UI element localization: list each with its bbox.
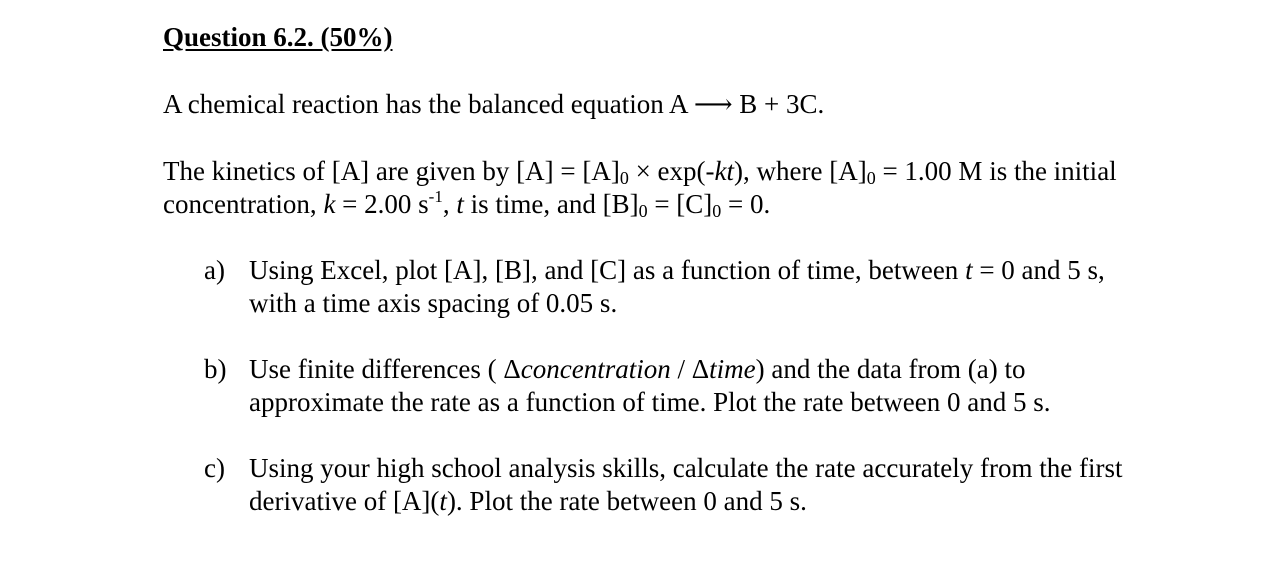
subscript-zero: 0 bbox=[638, 201, 648, 221]
var-k: k bbox=[323, 189, 336, 219]
reaction-equation-paragraph bbox=[163, 88, 824, 121]
var-t: t bbox=[439, 486, 447, 516]
delta-symbol: Δ bbox=[691, 354, 710, 384]
var-k: k bbox=[714, 156, 727, 186]
question-title: Question 6.2. (50%) bbox=[163, 22, 393, 52]
subscript-zero: 0 bbox=[712, 201, 722, 221]
subscript-zero: 0 bbox=[619, 168, 629, 188]
item-label-c: c) bbox=[204, 453, 225, 483]
var-t: t bbox=[965, 255, 973, 285]
reaction-arrow: ⟶ bbox=[693, 89, 733, 119]
var-t: t bbox=[726, 156, 735, 186]
equation-suffix: B + 3C. bbox=[732, 89, 825, 119]
equation-prefix: A chemical reaction has the balanced equation A bbox=[163, 89, 694, 119]
var-t: t bbox=[456, 189, 464, 219]
delta-symbol: Δ bbox=[503, 354, 521, 384]
item-text-a: Using Excel, plot [A], [B], and [C] as a function of time, between t = 0 and 5 s, with a time axis spacing of 0.05 s. bbox=[249, 255, 1105, 318]
kinetics-line-2: concentration, k = 2.00 $s^{-1}$, t is time, and $[B]_0 = [C]_0 = 0$. bbox=[163, 187, 771, 221]
subscript-zero: 0 bbox=[866, 168, 876, 188]
item-text-b: Use finite differences ( Δconcentration / Δtime) and the data from (a) to approximate the rate as a function of time. Plot the rate between 0 and 5 s. bbox=[249, 354, 1051, 417]
kinetics-line-1: The kinetics of [A] are given by $[A] = [A]_0 \times \exp(-kt)$, where $[A]_0 = 1.00$ M is the initial bbox=[163, 156, 1117, 188]
item-text-c: Using your high school analysis skills, calculate the rate accurately from the first derivative of [A](t). Plot the rate between 0 and 5 s. bbox=[249, 453, 1123, 516]
item-label-a: a) bbox=[204, 255, 225, 285]
var-concentration: concentration bbox=[520, 354, 671, 384]
var-time: time bbox=[709, 354, 756, 384]
superscript-exponent: -1 bbox=[428, 187, 443, 206]
kinetics-paragraph bbox=[163, 155, 1117, 221]
item-label-b: b) bbox=[204, 354, 227, 384]
